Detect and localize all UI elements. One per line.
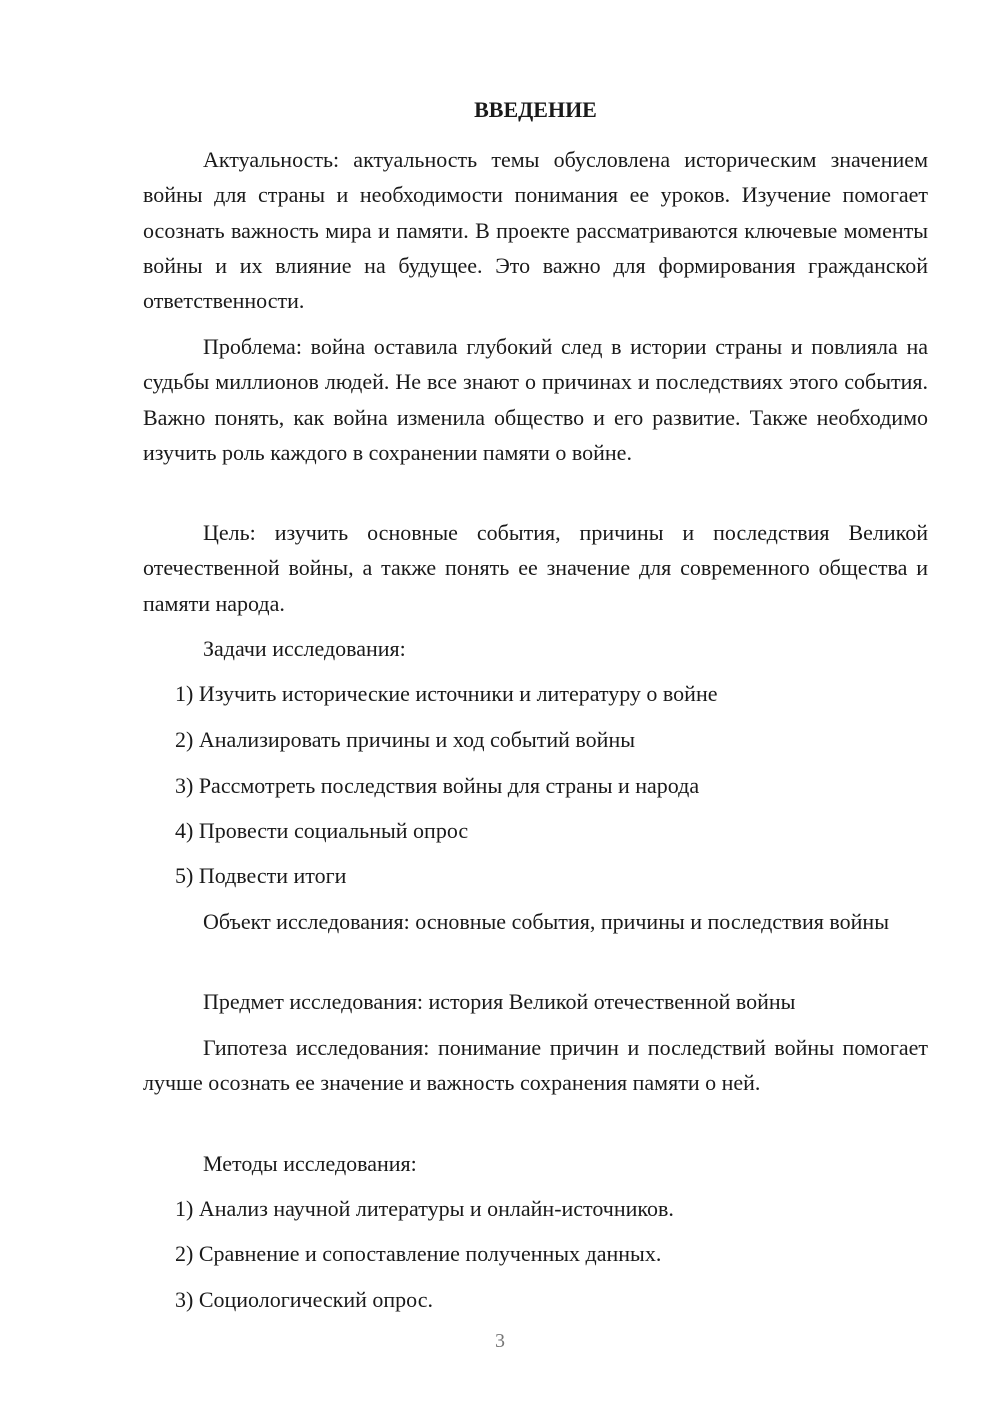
methods-title: Методы исследования: bbox=[203, 1151, 417, 1176]
hypothesis-paragraph: Гипотеза исследования: понимание причин и последствий войны помогает лучше осознать ее значение и важность сохранения памяти о ней. bbox=[143, 1035, 928, 1096]
method-item: 3) Социологический опрос. bbox=[175, 1287, 433, 1312]
task-item: 1) Изучить исторические источники и литературу о войне bbox=[175, 681, 718, 706]
tasks-title: Задачи исследования: bbox=[203, 636, 406, 661]
task-item: 3) Рассмотреть последствия войны для страны и народа bbox=[175, 773, 700, 798]
method-item: 2) Сравнение и сопоставление полученных данных. bbox=[175, 1241, 662, 1266]
task-item: 4) Провести социальный опрос bbox=[175, 818, 469, 843]
relevance-paragraph: Актуальность: актуальность темы обусловлена историческим значением войны для страны и необходимости понимания ее уроков. Изучение помогает осознать важность мира и памяти. В проекте рассматриваются ключевые моменты войны и их влияние на будущее. Это важно для формирования гражданской ответственности. bbox=[143, 147, 928, 314]
goal-paragraph: Цель: изучить основные события, причины и последствия Великой отечественной войны, а также понять ее значение для современного общества и памяти народа. bbox=[143, 520, 928, 616]
task-item: 2) Анализировать причины и ход событий войны bbox=[175, 727, 636, 752]
object-paragraph: Объект исследования: основные события, причины и последствия войны bbox=[203, 909, 889, 934]
task-item: 5) Подвести итоги bbox=[175, 863, 347, 888]
method-item: 1) Анализ научной литературы и онлайн-источников. bbox=[175, 1196, 674, 1221]
subject-paragraph: Предмет исследования: история Великой отечественной войны bbox=[203, 989, 796, 1014]
section-heading: ВВЕДЕНИЕ bbox=[474, 97, 597, 122]
page-number: 3 bbox=[495, 1330, 505, 1352]
problem-paragraph: Проблема: война оставила глубокий след в истории страны и повлияла на судьбы миллионов людей. Не все знают о причинах и последствиях этого события. Важно понять, как война изменила общество и его развитие. Также необходимо изучить роль каждого в сохранении памяти о войне. bbox=[143, 334, 928, 465]
